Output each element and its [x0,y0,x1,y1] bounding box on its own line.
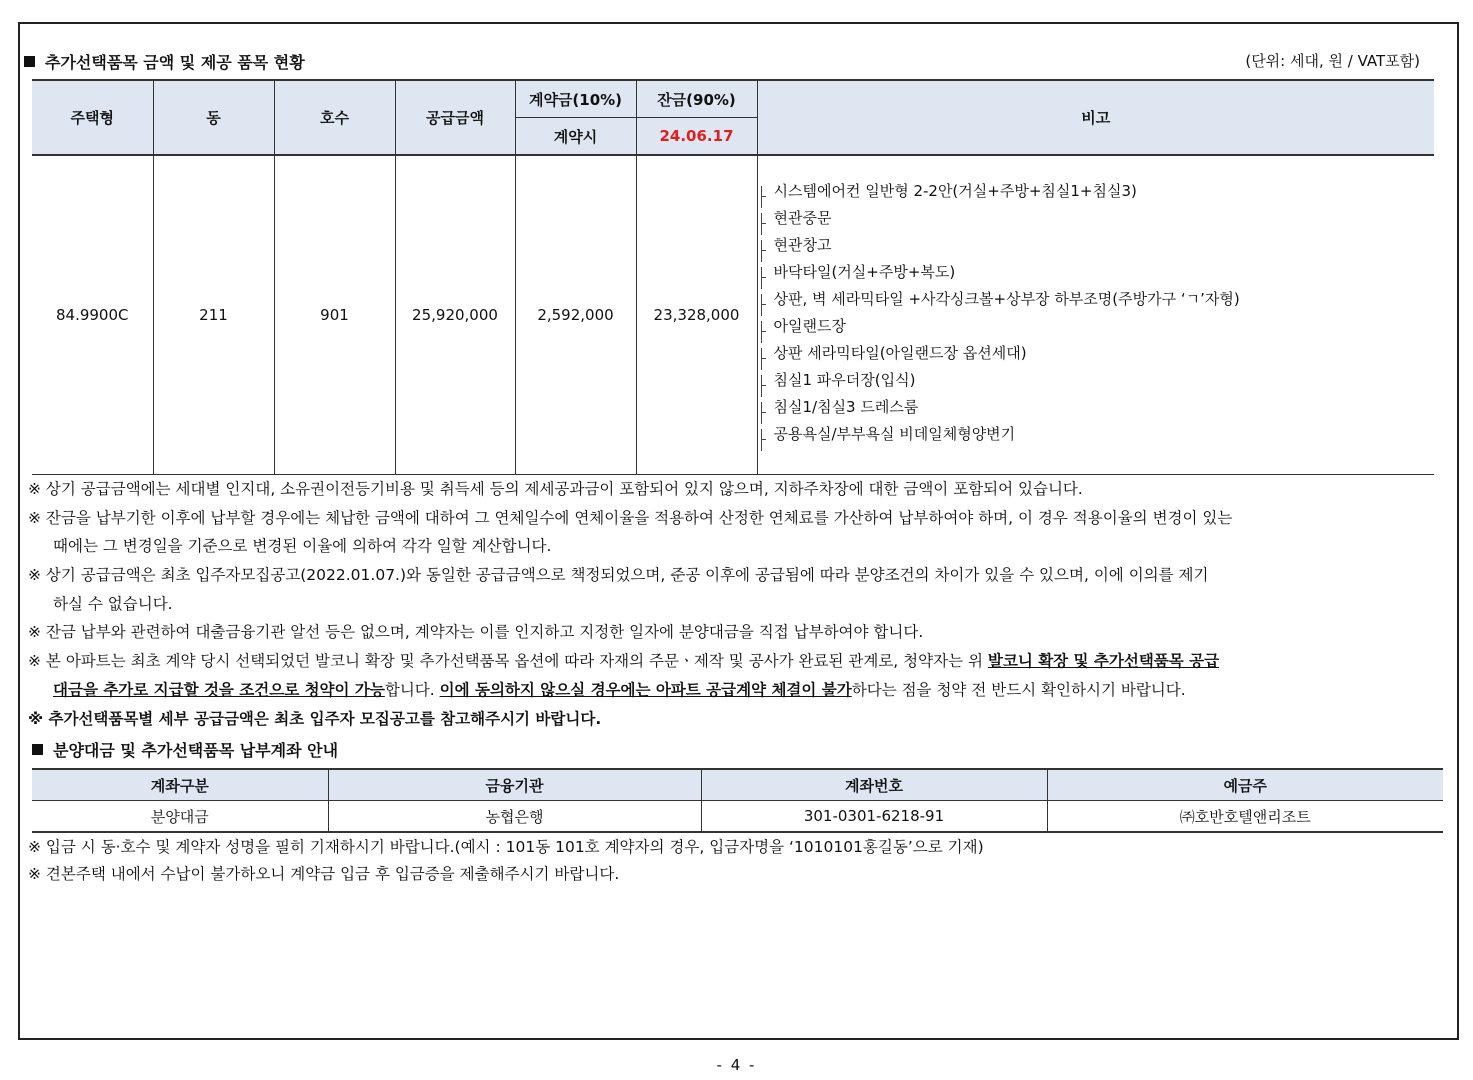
header-account-type: 계좌구분 [32,769,328,801]
header-supply-amount: 공급금액 [395,80,515,155]
note-line: 하실 수 없습니다. [53,594,173,613]
note-line [28,676,1232,705]
note-line: ※ 입금 시 동·호수 및 계약자 성명을 필히 기재하시기 바랍니다.(예시 : 101동 101호 계약자의 경우, 입금자명을 ‘1010101홍길동’으로 기재) [28,838,984,856]
note-line: ※ 잔금 납부와 관련하여 대출금융기관 알선 등은 없으며, 계약자는 이를 인지하고 지정한 일자에 분양대금을 직접 납부하여야 합니다. [28,623,924,642]
square-bullet-icon [24,56,35,67]
note-line-bold: ※ 추가선택품목별 세부 공급금액은 최초 입주자 모집공고를 참고해주시기 바랍니다. [28,709,602,728]
remarks-list [758,156,1435,448]
square-bullet-icon [32,744,43,755]
header-bank: 금융기관 [328,769,701,801]
section-title-options [24,50,305,73]
note-text: ※ 본 아파트는 최초 계약 당시 선택되었던 발코니 확장 및 추가선택품목 옵션에 따라 자재의 주문ㆍ제작 및 공사가 완료된 관계로, 청약자는 위 [28,652,988,671]
cell-deposit: 2,592,000 [515,155,636,475]
header-ho: 호수 [274,80,395,155]
cell-type: 84.9900C [32,155,153,475]
notes2-block [28,834,984,888]
page-number: - 4 - [716,1056,757,1074]
note-line: ※ 상기 공급금액에는 세대별 인지대, 소유권이전등기비용 및 취득세 등의 제세공과금이 포함되어 있지 않으며, 지하주차장에 대한 금액이 포함되어 있습니다. [28,480,1083,498]
table-row [32,155,1434,475]
header-balance-date: 24.06.17 [636,118,757,156]
section-title-text: 추가선택품목 금액 및 제공 품목 현황 [45,53,305,72]
section-title-text: 분양대금 및 추가선택품목 납부계좌 안내 [53,741,339,760]
cell-account-number: 301-0301-6218-91 [701,801,1047,833]
header-balance: 잔금(90%) [636,80,757,118]
notes-block [28,475,1232,733]
cell-remarks [757,155,1434,475]
note-line: ※ 견본주택 내에서 수납이 불가하오니 계약금 입금 후 입금증을 제출해주시기 바랍니다. [28,865,620,883]
list-item: 바닥타일(거실+주방+복도) [758,259,1435,286]
list-item: 아일랜드장 [758,313,1435,340]
note-emphasis: 이에 동의하지 않으실 경우에는 아파트 공급계약 체결이 불가 [439,680,852,699]
header-account-number: 계좌번호 [701,769,1047,801]
header-dong: 동 [153,80,274,155]
table-row [32,801,1443,833]
cell-supply-amount: 25,920,000 [395,155,515,475]
account-table [32,768,1443,833]
list-item: 침실1/침실3 드레스룸 [758,394,1435,421]
list-item: 시스템에어컨 일반형 2-2안(거실+주방+침실1+침실3) [758,178,1435,205]
note-line: 때에는 그 변경일을 기준으로 변경된 이율에 의하여 각각 일할 계산합니다. [53,537,552,556]
note-emphasis: 발코니 확장 및 추가선택품목 공급 [987,652,1220,671]
list-item: 현관창고 [758,232,1435,259]
note-emphasis: 대금을 추가로 지급할 것을 조건으로 청약이 가능 [53,680,385,699]
note-line [28,647,1232,676]
unit-note: (단위: 세대, 원 / VAT포함) [1245,52,1420,70]
option-price-table [32,79,1434,475]
header-remarks: 비고 [757,80,1434,155]
list-item: 상판, 벽 세라믹타일 +사각싱크볼+상부장 하부조명(주방가구 ‘ㄱ’자형) [758,286,1435,313]
cell-ho: 901 [274,155,395,475]
header-deposit-when: 계약시 [515,118,636,156]
note-text: 합니다. [384,680,440,699]
list-item: 상판 세라믹타일(아일랜드장 옵션세대) [758,340,1435,367]
section-title-account [32,738,338,761]
list-item: 공용욕실/부부욕실 비데일체형양변기 [758,421,1435,448]
list-item: 침실1 파우더장(입식) [758,367,1435,394]
header-type: 주택형 [32,80,153,155]
list-item: 현관중문 [758,205,1435,232]
header-depositor: 예금주 [1047,769,1443,801]
cell-balance: 23,328,000 [636,155,757,475]
cell-depositor: ㈜호반호텔앤리조트 [1047,801,1443,833]
cell-account-type: 분양대금 [32,801,328,833]
note-text: 하다는 점을 청약 전 반드시 확인하시기 바랍니다. [851,680,1186,699]
cell-dong: 211 [153,155,274,475]
header-deposit: 계약금(10%) [515,80,636,118]
note-line: ※ 잔금을 납부기한 이후에 납부할 경우에는 체납한 금액에 대하여 그 연체일수에 연체이율을 적용하여 산정한 연체료를 가산하여 납부하여야 하며, 이 경우 적용이율의 변경이 있는 [28,508,1233,527]
cell-bank: 농협은행 [328,801,701,833]
note-line: ※ 상기 공급금액은 최초 입주자모집공고(2022.01.07.)와 동일한 공급금액으로 책정되었으며, 준공 이후에 공급됨에 따라 분양조건의 차이가 있을 수 있으며, 이에 이의를 제기 [28,566,1209,585]
